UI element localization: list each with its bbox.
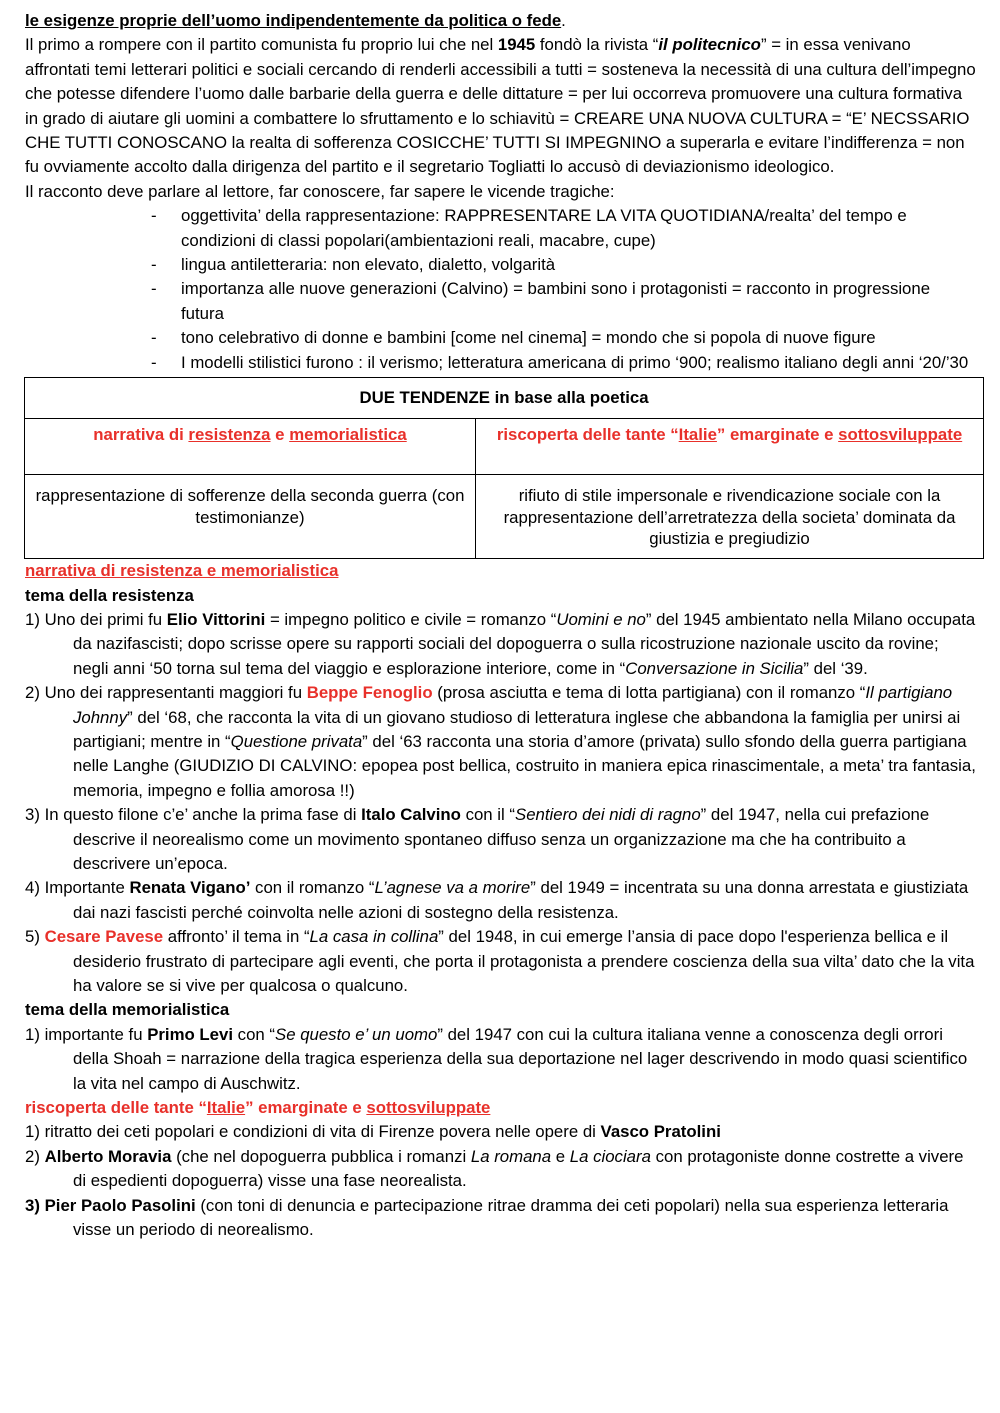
italie-list bbox=[25, 1120, 976, 1242]
memorialistica-list bbox=[25, 1023, 976, 1096]
list-item: 3) Pier Paolo Pasolini (con toni di denuncia e partecipazione ritrae dramma dei ceti popolari) nella sua esperienza letteraria visse un periodo di neorealismo. bbox=[25, 1195, 949, 1240]
table-header: DUE TENDENZE in base alla poetica bbox=[25, 378, 984, 419]
list-item: 3) In questo filone c’e’ anche la prima fase di Italo Calvino con il “Sentiero dei nidi di ragno” del 1947, nella cui prefazione descrive il neorealismo come un movimento spontaneo diffuso senza un organizzazione ma che ha contribuito a descrivere un’epoca. bbox=[25, 805, 930, 873]
racconto-paragraph: Il racconto deve parlare al lettore, far conoscere, far sapere le vicende tragiche: bbox=[25, 181, 615, 201]
list-item: 1) ritratto dei ceti popolari e condizioni di vita di Firenze povera nelle opere di Vasco Pratolini bbox=[25, 1122, 721, 1142]
section-title: riscoperta delle tante “Italie” emarginate e sottosviluppate bbox=[25, 1098, 491, 1118]
intro-line: le esigenze proprie dell’uomo indipendentemente da politica o fede. bbox=[25, 11, 566, 30]
table-col-italie: riscoperta delle tante “Italie” emarginate e sottosviluppate bbox=[476, 419, 984, 475]
list-item: 1) Uno dei primi fu Elio Vittorini = impegno politico e civile = romanzo “Uomini e no” del 1945 ambientato nella Milano occupata da nazifascisti; dopo scrisse opere su rapporti sociali del dopoguerra o sulla ricostruzione nazionale uscito da rovine; negli anni ‘50 torna sul tema del viaggio e esplorazione interiore, come in “Conversazione in Sicilia” del ‘39. bbox=[25, 609, 976, 678]
subsection-title: tema della resistenza bbox=[25, 585, 194, 605]
section-title: narrativa di resistenza e memorialistica bbox=[25, 561, 339, 581]
list-item: - tono celebrativo di donne e bambini [come nel cinema] = mondo che si popola di nuove figure bbox=[181, 326, 976, 350]
list-item: 2) Uno dei rappresentanti maggiori fu Beppe Fenoglio (prosa asciutta e tema di lotta partigiana) con il romanzo “Il partigiano Johnny” del ‘68, che racconta la vita di un giovano studioso di letteratura inglese che abbandona la famiglia per unirsi ai partigiani; mentre in “Questione privata” del ‘63 racconta una storia d’amore (privata) sullo sfondo della guerra partigiana nelle Langhe (GIUDIZIO DI CALVINO: epopea post bellica, costruito in maniera epica rinascimentale, a meta’ tra fantasia, memoria, impegno e follia amorosa !!) bbox=[25, 683, 976, 800]
table-cell: rifiuto di stile impersonale e rivendicazione sociale con la rappresentazione dell’arretratezza della societa’ dominata da giustizia e pregiudizio bbox=[476, 475, 984, 559]
list-item: - oggettivita’ della rappresentazione: RAPPRESENTARE LA VITA QUOTIDIANA/realta’ del tempo e condizioni di classi popolari(ambientazioni reali, macabre, cupe) bbox=[181, 204, 976, 253]
table-cell: rappresentazione di sofferenze della seconda guerra (con testimonianze) bbox=[25, 475, 476, 559]
features-list bbox=[25, 204, 976, 375]
resistenza-list bbox=[25, 608, 976, 999]
list-item: - lingua antiletteraria: non elevato, dialetto, volgarità bbox=[181, 253, 976, 277]
list-item: 4) Importante Renata Vigano’ con il romanzo “L’agnese va a morire” del 1949 = incentrata su una donna arrestata e giustiziata dai nazi fascisti perché coinvolta nelle azioni di sostegno della resistenza. bbox=[25, 878, 969, 922]
list-item: 2) Alberto Moravia (che nel dopoguerra pubblica i romanzi La romana e La ciociara con protagoniste donne costrette a vivere di espedienti dopoguerra) visse una fase neorealista. bbox=[25, 1146, 964, 1191]
subsection-title: tema della memorialistica bbox=[25, 1000, 230, 1020]
list-item: - importanza alle nuove generazioni (Calvino) = bambini sono i protagonisti = racconto in progressione futura bbox=[181, 277, 976, 326]
intro-paragraph: Il primo a rompere con il partito comunista fu proprio lui che nel 1945 fondò la rivista “il politecnico” = in essa venivano affrontati temi letterari politici e sociali cercando di renderli accessibili a tutti = sosteneva la necessità di una cultura dell’impegno che potesse difendere l’uomo dalle barbarie della guerra e delle dittature = per lui occorreva promuovere una cultura formativa in grado di aiutare gli uomini a combattere lo sfruttamento e lo schiavitù = CREARE UNA NUOVA CULTURA = “E’ NECSSARIO CHE TUTTI CONOSCANO la realta di sofferenza COSICCHE’ TUTTI SI IMPEGNINO a superarla e evitare l’indifferenza = non fu ovviamente accolto dalla dirigenza del partito e il segretario Togliatti lo accusò di deviazionismo ideologico. bbox=[25, 35, 976, 177]
list-item: - I modelli stilistici furono : il verismo; letteratura americana di primo ‘900; realismo italiano degli anni ‘20/’30 bbox=[181, 351, 976, 375]
list-item: 5) Cesare Pavese affronto’ il tema in “La casa in collina” del 1948, in cui emerge l’ansia di pace dopo l'esperienza bellica e il desiderio frustrato di partecipare agli eventi, che porta il protagonista a prendere coscienza della sua vilta’ dato che la vita ha valore se si vive per qualcosa o qualcuno. bbox=[25, 927, 975, 995]
list-item: 1) importante fu Primo Levi con “Se questo e’ un uomo” del 1947 con cui la cultura italiana venne a conoscenza degli orrori della Shoah = narrazione della tragica esperienza della sua deportazione nel lager descrivendo in modo quasi scientifico la vita nel campo di Auschwitz. bbox=[25, 1024, 968, 1093]
table-col-resistenza: narrativa di resistenza e memorialistica bbox=[25, 419, 476, 475]
tendencies-table bbox=[24, 377, 984, 559]
